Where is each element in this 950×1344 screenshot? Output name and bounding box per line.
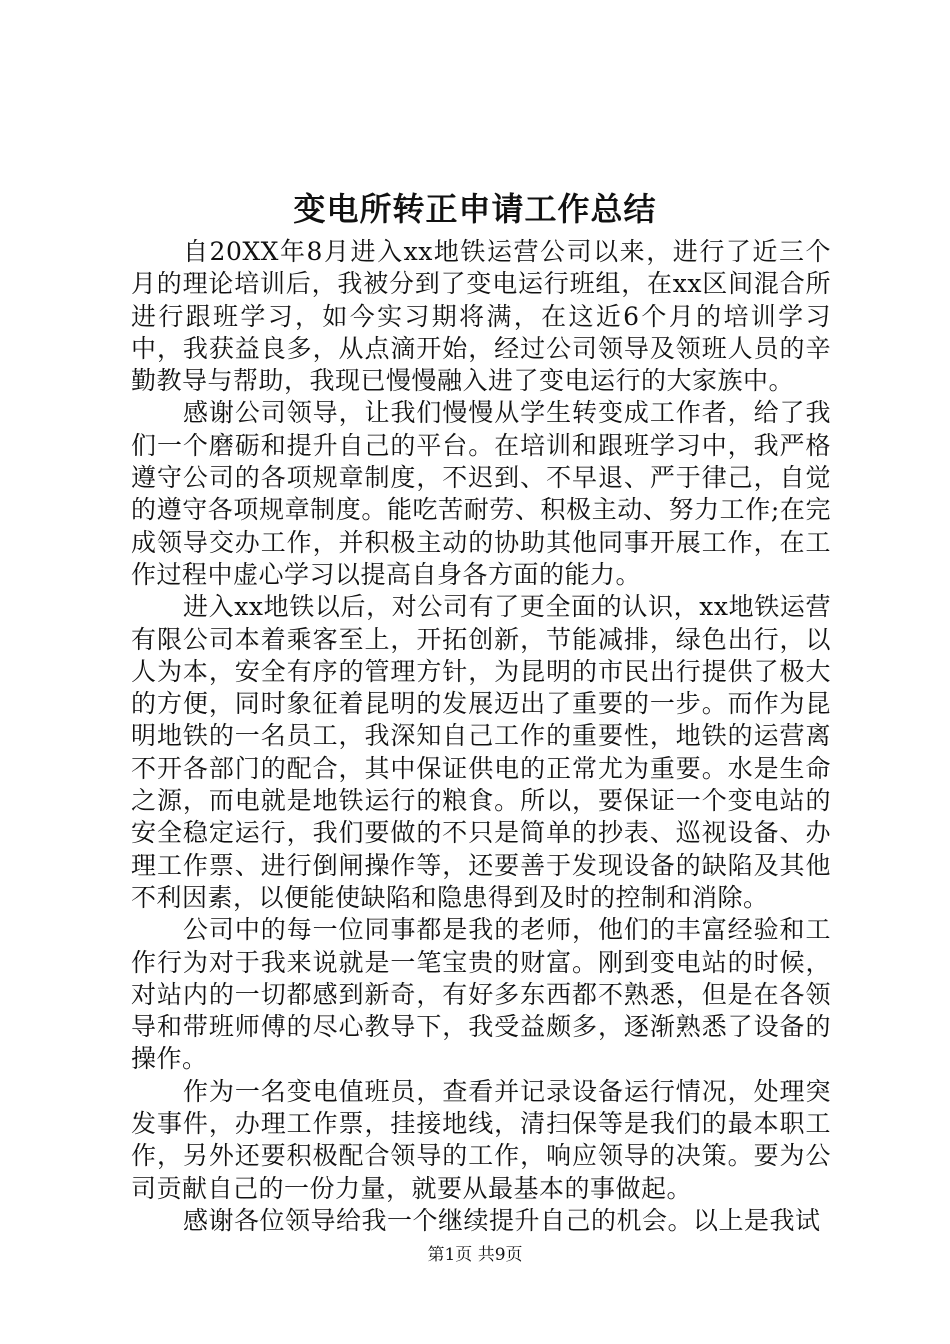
paragraph: 进入xx地铁以后，对公司有了更全面的认识，xx地铁运营有限公司本着乘客至上，开拓创新，节能减排，绿色出行，以人为本，安全有序的管理方针，为昆明的市民出行提供了极大的方便，同时象征着昆明的发展迈出了重要的一步。而作为昆明地铁的一名员工，我深知自己工作的重要性，地铁的运营离不开各部门的配合，其中保证供电的正常尤为重要。水是生命之源，而电就是地铁运行的粮食。所以，要保证一个变电站的安全稳定运行，我们要做的不只是简单的抄表、巡视设备、办理工作票、进行倒闸操作等，还要善于发现设备的缺陷及其他不利因素，以便能使缺陷和隐患得到及时的控制和消除。 — [131, 592, 831, 912]
paragraph: 自20XX年8月进入xx地铁运营公司以来，进行了近三个月的理论培训后，我被分到了变电运行班组，在xx区间混合所进行跟班学习，如今实习期将满，在这近6个月的培训学习中，我获益良多，从点滴开始，经过公司领导及领班人员的辛勤教导与帮助，我现已慢慢融入进了变电运行的大家族中。 — [131, 237, 831, 396]
page-footer: 第1页 共9页 — [427, 1245, 523, 1265]
document-title: 变电所转正申请工作总结 — [293, 190, 657, 228]
paragraph: 作为一名变电值班员，查看并记录设备运行情况，处理突发事件，办理工作票，挂接地线，清扫保等是我们的最本职工作，另外还要积极配合领导的工作，响应领导的决策。要为公司贡献自己的一份力量，就要从最基本的事做起。 — [131, 1076, 831, 1203]
document-body — [131, 236, 831, 1237]
paragraph: 公司中的每一位同事都是我的老师，他们的丰富经验和工作行为对于我来说就是一笔宝贵的财富。刚到变电站的时候，对站内的一切都感到新奇，有好多东西都不熟悉，但是在各领导和带班师傅的尽心教导下，我受益颇多，逐渐熟悉了设备的操作。 — [131, 915, 831, 1074]
paragraph: 感谢各位领导给我一个继续提升自己的机会。以上是我试 — [183, 1205, 821, 1235]
paragraph: 感谢公司领导，让我们慢慢从学生转变成工作者，给了我们一个磨砺和提升自己的平台。在培训和跟班学习中，我严格遵守公司的各项规章制度，不迟到、不早退、严于律己，自觉的遵守各项规章制度。能吃苦耐劳、积极主动、努力工作;在完成领导交办工作，并积极主动的协助其他同事开展工作，在工作过程中虚心学习以提高自身各方面的能力。 — [131, 398, 831, 589]
